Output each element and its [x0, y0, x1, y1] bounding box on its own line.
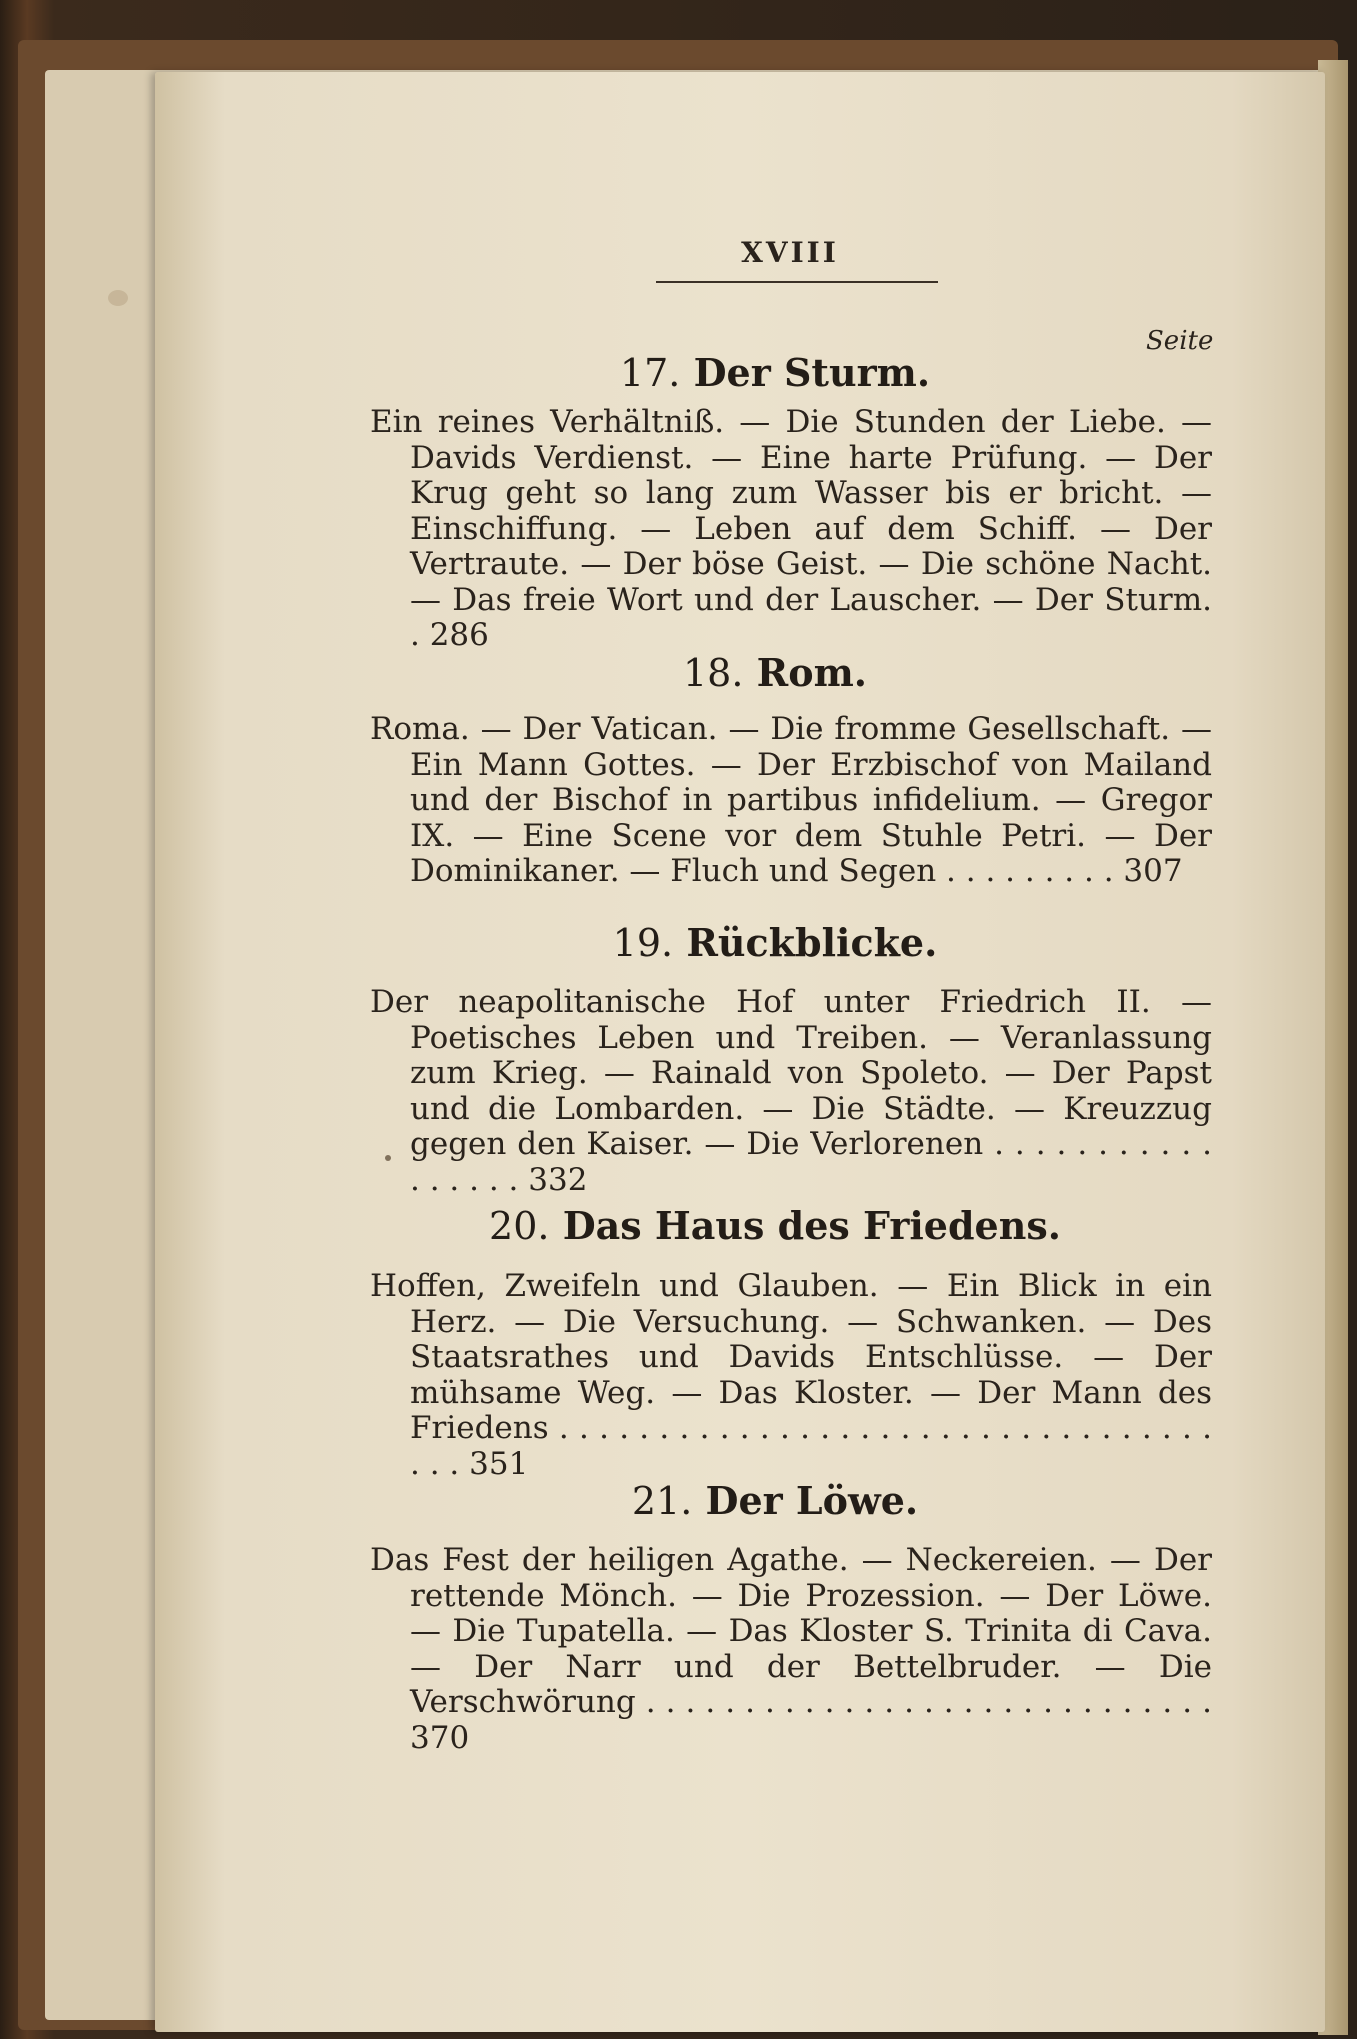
chapter-heading	[365, 920, 1185, 965]
stain	[108, 290, 128, 306]
chapter-entry: Ein reines Verhältniß. — Die Stunden der Liebe. — Davids Verdienst. — Eine harte Prüfung. — Der Krug geht so lang zum Wasser bis er bricht. — Einschiffung. — Leben auf dem Schiff. — Der Vertraute. — Der böse Geist. — Die schöne Nacht. — Das freie Wort und der Lauscher. — Der Sturm. . 286	[370, 404, 1212, 653]
chapter-title: Der Sturm.	[693, 350, 931, 395]
chapter-entry: Das Fest der heiligen Agathe. — Neckereien. — Der rettende Mönch. — Die Prozession. — Der Löwe. — Die Tupatella. — Das Kloster S. Trinita di Cava. — Der Narr und der Bettelbruder. — Die Verschwörung . . . . . . . . . . . . . . . . . . . . . . . . . . . . . 370	[370, 1542, 1212, 1756]
page-column-label: Seite	[1146, 326, 1214, 356]
page-header: XVIII	[741, 236, 839, 269]
chapter-entry: Der neapolitanische Hof unter Friedrich II. — Poetisches Leben und Treiben. — Veranlassung zum Krieg. — Rainald von Spoleto. — Der Papst und die Lombarden. — Die Städte. — Kreuzzug gegen den Kaiser. — Die Verlorenen . . . . . . . . . . . . . . . . . 332	[370, 984, 1212, 1198]
chapter-title: Rückblicke.	[686, 920, 938, 965]
chapter-number: 18.	[682, 651, 744, 695]
chapter-entry: Hoffen, Zweifeln und Glauben. — Ein Blick in ein Herz. — Die Versuchung. — Schwanken. — Des Staatsrathes und Davids Entschlüsse. — Der mühsame Weg. — Das Kloster. — Der Mann des Friedens . . . . . . . . . . . . . . . . . . . . . . . . . . . . . . . . . . . . 351	[370, 1268, 1212, 1482]
chapter-title: Der Löwe.	[705, 1478, 919, 1523]
chapter-heading	[365, 1478, 1185, 1523]
chapter-number: 21.	[631, 1479, 693, 1523]
chapter-number: 19.	[612, 921, 674, 965]
chapter-number: 20.	[489, 1204, 550, 1248]
chapter-heading	[365, 1203, 1185, 1248]
chapter-number: 17.	[619, 351, 681, 395]
chapter-title: Rom.	[756, 650, 868, 695]
chapter-entry: Roma. — Der Vatican. — Die fromme Gesellschaft. — Ein Mann Gottes. — Der Erzbischof von Mailand und der Bischof in partibus infidelium. — Gregor IX. — Eine Scene vor dem Stuhle Petri. — Der Dominikaner. — Fluch und Segen . . . . . . . . . 307	[370, 711, 1212, 889]
chapter-heading	[365, 350, 1185, 395]
chapter-heading	[365, 650, 1185, 695]
chapter-title: Das Haus des Friedens.	[562, 1203, 1061, 1248]
header-rule	[656, 281, 938, 283]
